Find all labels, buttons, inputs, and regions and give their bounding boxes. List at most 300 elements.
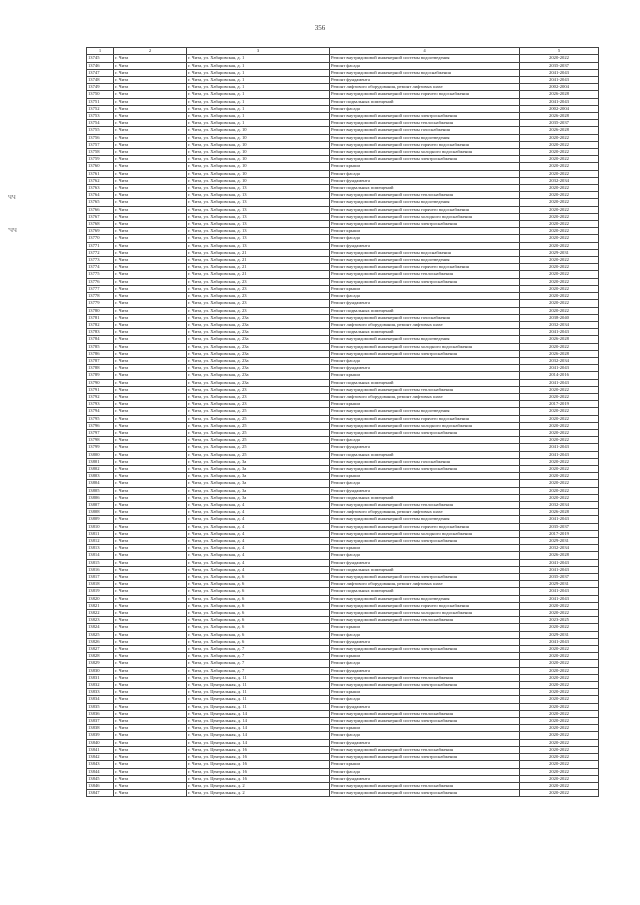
work-type-cell: Ремонт внутридомовой инженерной системы электроснабжения [330, 113, 520, 120]
work-type-cell: Ремонт внутридомовой инженерной системы газоснабжения [330, 314, 520, 321]
period-cell: 2032-2034 [520, 501, 599, 508]
row-number-cell: 13763 [87, 185, 114, 192]
address-cell: г. Чита, ул. Центральная, д. 11 [187, 682, 330, 689]
row-number-cell: 13755 [87, 127, 114, 134]
address-cell: г. Чита, ул. Хабаровская, д. 13 [187, 228, 330, 235]
work-type-cell: Ремонт фасада [330, 293, 520, 300]
work-type-cell: Ремонт внутридомовой инженерной системы водоотведения [330, 516, 520, 523]
address-cell: г. Чита, ул. Хабаровская, д. 1 [187, 77, 330, 84]
address-cell: г. Чита, ул. Центральная, д. 16 [187, 768, 330, 775]
work-type-cell: Ремонт фасада [330, 768, 520, 775]
work-type-cell: Ремонт фундамента [330, 242, 520, 249]
municipality-cell: г. Чита [114, 206, 187, 213]
period-cell: 2020-2022 [520, 156, 599, 163]
table-row [87, 98, 599, 105]
period-cell: 2032-2034 [520, 177, 599, 184]
row-number-cell: 13828 [87, 653, 114, 660]
work-type-cell: Ремонт внутридомовой инженерной системы электроснабжения [330, 156, 520, 163]
municipality-cell: г. Чита [114, 588, 187, 595]
period-cell: 2020-2022 [520, 242, 599, 249]
municipality-cell: г. Чита [114, 357, 187, 364]
address-cell: г. Чита, ул. Хабаровская, д. 10 [187, 177, 330, 184]
municipality-cell: г. Чита [114, 408, 187, 415]
row-number-cell: 13747 [87, 69, 114, 76]
table-row [87, 199, 599, 206]
work-type-cell: Ремонт внутридомовой инженерной системы водоотведения [330, 257, 520, 264]
table-row [87, 321, 599, 328]
address-cell: г. Чита, ул. Хабаровская, д. 25 [187, 437, 330, 444]
row-number-cell: 13764 [87, 192, 114, 199]
table-row [87, 516, 599, 523]
table-row [87, 393, 599, 400]
municipality-cell: г. Чита [114, 574, 187, 581]
period-cell: 2020-2022 [520, 761, 599, 768]
period-cell: 2020-2022 [520, 134, 599, 141]
table-row [87, 69, 599, 76]
municipality-cell: г. Чита [114, 307, 187, 314]
table-row [87, 149, 599, 156]
municipality-cell: г. Чита [114, 141, 187, 148]
work-type-cell: Ремонт внутридомовой инженерной системы холодного водоснабжения [330, 610, 520, 617]
period-cell: 2020-2022 [520, 206, 599, 213]
period-cell: 2041-2043 [520, 98, 599, 105]
table-row [87, 451, 599, 458]
period-cell: 2014-2016 [520, 372, 599, 379]
period-cell: 2020-2022 [520, 660, 599, 667]
work-type-cell: Ремонт фундамента [330, 365, 520, 372]
municipality-cell: г. Чита [114, 264, 187, 271]
work-type-cell: Ремонт фундамента [330, 703, 520, 710]
row-number-cell: 13765 [87, 199, 114, 206]
address-cell: г. Чита, ул. Хабаровская, д. 1 [187, 69, 330, 76]
address-cell: г. Чита, ул. Хабаровская, д. 4 [187, 501, 330, 508]
period-cell: 2020-2022 [520, 170, 599, 177]
table-row [87, 790, 599, 797]
table-row [87, 782, 599, 789]
table-row [87, 501, 599, 508]
address-cell: г. Чита, ул. Центральная, д. 16 [187, 746, 330, 753]
municipality-cell: г. Чита [114, 235, 187, 242]
period-cell: 2020-2022 [520, 149, 599, 156]
period-cell: 2020-2022 [520, 271, 599, 278]
work-type-cell: Ремонт внутридомовой инженерной системы электроснабжения [330, 754, 520, 761]
address-cell: г. Чита, ул. Хабаровская, д. 6 [187, 610, 330, 617]
address-cell: г. Чита, ул. Хабаровская, д. 23 [187, 307, 330, 314]
period-cell: 2020-2022 [520, 682, 599, 689]
work-type-cell: Ремонт фундамента [330, 775, 520, 782]
period-cell: 2020-2022 [520, 487, 599, 494]
work-type-cell: Ремонт внутридомовой инженерной системы горячего водоснабжения [330, 141, 520, 148]
column-header: 3 [187, 48, 330, 55]
period-cell: 2041-2043 [520, 588, 599, 595]
repair-schedule-table [86, 47, 599, 797]
address-cell: г. Чита, ул. Хабаровская, д. 4 [187, 552, 330, 559]
period-cell: 2020-2022 [520, 703, 599, 710]
table-row [87, 91, 599, 98]
municipality-cell: г. Чита [114, 285, 187, 292]
work-type-cell: Ремонт фундамента [330, 638, 520, 645]
table-row [87, 293, 599, 300]
work-type-cell: Ремонт внутридомовой инженерной системы водоотведения [330, 199, 520, 206]
period-cell: 2029-2031 [520, 631, 599, 638]
period-cell: 2032-2034 [520, 545, 599, 552]
table-row [87, 775, 599, 782]
municipality-cell: г. Чита [114, 566, 187, 573]
period-cell: 2020-2022 [520, 55, 599, 62]
municipality-cell: г. Чита [114, 321, 187, 328]
table-row [87, 372, 599, 379]
address-cell: г. Чита, ул. Центральная, д. 16 [187, 775, 330, 782]
period-cell: 2035-2037 [520, 62, 599, 69]
period-cell: 2026-2028 [520, 552, 599, 559]
address-cell: г. Чита, ул. Хабаровская, д. 1 [187, 120, 330, 127]
municipality-cell: г. Чита [114, 393, 187, 400]
row-number-cell: 13810 [87, 523, 114, 530]
municipality-cell: г. Чита [114, 480, 187, 487]
work-type-cell: Ремонт внутридомовой инженерной системы теплоснабжения [330, 501, 520, 508]
row-number-cell: 13758 [87, 149, 114, 156]
work-type-cell: Ремонт внутридомовой инженерной системы горячего водоснабжения [330, 602, 520, 609]
row-number-cell: 13844 [87, 768, 114, 775]
row-number-cell: 13754 [87, 120, 114, 127]
work-type-cell: Ремонт фундамента [330, 487, 520, 494]
table-row [87, 754, 599, 761]
work-type-cell: Ремонт лифтового оборудования, ремонт лифтовых шахт [330, 581, 520, 588]
period-cell: 2035-2037 [520, 574, 599, 581]
period-cell: 2020-2022 [520, 163, 599, 170]
row-number-cell: 13782 [87, 321, 114, 328]
table-row [87, 127, 599, 134]
table-row [87, 235, 599, 242]
municipality-cell: г. Чита [114, 782, 187, 789]
address-cell: г. Чита, ул. Хабаровская, д. 13 [187, 235, 330, 242]
municipality-cell: г. Чита [114, 199, 187, 206]
municipality-cell: г. Чита [114, 674, 187, 681]
row-number-cell: 13749 [87, 84, 114, 91]
address-cell: г. Чита, ул. Хабаровская, д. 23а [187, 321, 330, 328]
table-row [87, 689, 599, 696]
row-number-cell: 13831 [87, 674, 114, 681]
address-cell: г. Чита, ул. Хабаровская, д. 13 [187, 199, 330, 206]
address-cell: г. Чита, ул. Хабаровская, д. 23а [187, 365, 330, 372]
municipality-cell: г. Чита [114, 682, 187, 689]
table-row [87, 357, 599, 364]
period-cell: 2041-2043 [520, 559, 599, 566]
period-cell: 2041-2043 [520, 365, 599, 372]
work-type-cell: Ремонт внутридомовой инженерной системы холодного водоснабжения [330, 422, 520, 429]
period-cell: 2026-2028 [520, 336, 599, 343]
row-number-cell: 13843 [87, 761, 114, 768]
row-number-cell: 13762 [87, 177, 114, 184]
work-type-cell: Ремонт подвальных помещений [330, 379, 520, 386]
municipality-cell: г. Чита [114, 163, 187, 170]
address-cell: г. Чита, ул. Хабаровская, д. 21 [187, 264, 330, 271]
row-number-cell: 13815 [87, 559, 114, 566]
period-cell: 2020-2022 [520, 754, 599, 761]
address-cell: г. Чита, ул. Хабаровская, д. 25 [187, 422, 330, 429]
table-row [87, 480, 599, 487]
work-type-cell: Ремонт крыши [330, 163, 520, 170]
municipality-cell: г. Чита [114, 653, 187, 660]
row-number-cell: 13779 [87, 300, 114, 307]
work-type-cell: Ремонт внутридомовой инженерной системы горячего водоснабжения [330, 264, 520, 271]
period-cell: 2020-2022 [520, 732, 599, 739]
period-cell: 2041-2043 [520, 77, 599, 84]
table-row [87, 300, 599, 307]
table-row [87, 494, 599, 501]
period-cell: 2020-2022 [520, 293, 599, 300]
address-cell: г. Чита, ул. Хабаровская, д. 10 [187, 141, 330, 148]
table-row [87, 379, 599, 386]
table-row [87, 257, 599, 264]
row-number-cell: 13829 [87, 660, 114, 667]
municipality-cell: г. Чита [114, 293, 187, 300]
row-number-cell: 13756 [87, 134, 114, 141]
row-number-cell: 13766 [87, 206, 114, 213]
municipality-cell: г. Чита [114, 120, 187, 127]
work-type-cell: Ремонт внутридомовой инженерной системы теплоснабжения [330, 386, 520, 393]
table-row [87, 581, 599, 588]
municipality-cell: г. Чита [114, 473, 187, 480]
address-cell: г. Чита, ул. Центральная, д. 11 [187, 703, 330, 710]
municipality-cell: г. Чита [114, 761, 187, 768]
row-number-cell: 13784 [87, 336, 114, 343]
table-row [87, 559, 599, 566]
address-cell: г. Чита, ул. Хабаровская, д. 4 [187, 566, 330, 573]
column-header: 1 [87, 48, 114, 55]
row-number-cell: 13761 [87, 170, 114, 177]
period-cell: 2020-2022 [520, 725, 599, 732]
municipality-cell: г. Чита [114, 617, 187, 624]
period-cell: 2020-2022 [520, 602, 599, 609]
row-number-cell: 13798 [87, 437, 114, 444]
work-type-cell: Ремонт крыши [330, 761, 520, 768]
work-type-cell: Ремонт внутридомовой инженерной системы водоотведения [330, 55, 520, 62]
municipality-cell: г. Чита [114, 69, 187, 76]
address-cell: г. Чита, ул. Хабаровская, д. 21 [187, 257, 330, 264]
address-cell: г. Чита, ул. Хабаровская, д. 25 [187, 429, 330, 436]
address-cell: г. Чита, ул. Хабаровская, д. 1 [187, 91, 330, 98]
address-cell: г. Чита, ул. Хабаровская, д. 10 [187, 149, 330, 156]
municipality-cell: г. Чита [114, 710, 187, 717]
address-cell: г. Чита, ул. Хабаровская, д. 23а [187, 379, 330, 386]
period-cell: 2035-2037 [520, 120, 599, 127]
address-cell: г. Чита, ул. Хабаровская, д. 23 [187, 393, 330, 400]
period-cell: 2032-2034 [520, 357, 599, 364]
municipality-cell: г. Чита [114, 768, 187, 775]
period-cell: 2035-2037 [520, 523, 599, 530]
address-cell: г. Чита, ул. Хабаровская, д. 13 [187, 221, 330, 228]
table-row [87, 386, 599, 393]
row-number-cell: 13817 [87, 574, 114, 581]
municipality-cell: г. Чита [114, 516, 187, 523]
address-cell: г. Чита, ул. Хабаровская, д. 6 [187, 617, 330, 624]
table-row [87, 350, 599, 357]
address-cell: г. Чита, ул. Хабаровская, д. 3а [187, 487, 330, 494]
row-number-cell: 13803 [87, 473, 114, 480]
work-type-cell: Ремонт внутридомовой инженерной системы электроснабжения [330, 221, 520, 228]
row-number-cell: 13748 [87, 77, 114, 84]
period-cell: 2020-2022 [520, 285, 599, 292]
address-cell: г. Чита, ул. Хабаровская, д. 1 [187, 84, 330, 91]
period-cell: 2020-2022 [520, 667, 599, 674]
period-cell: 2020-2022 [520, 674, 599, 681]
municipality-cell: г. Чита [114, 494, 187, 501]
row-number-cell: 13841 [87, 746, 114, 753]
municipality-cell: г. Чита [114, 739, 187, 746]
row-number-cell: 13814 [87, 552, 114, 559]
municipality-cell: г. Чита [114, 149, 187, 156]
period-cell: 2026-2028 [520, 509, 599, 516]
address-cell: г. Чита, ул. Хабаровская, д. 13 [187, 185, 330, 192]
address-cell: г. Чита, ул. Хабаровская, д. 7 [187, 660, 330, 667]
period-cell: 2041-2043 [520, 444, 599, 451]
table-row [87, 437, 599, 444]
work-type-cell: Ремонт внутридомовой инженерной системы холодного водоснабжения [330, 530, 520, 537]
municipality-cell: г. Чита [114, 62, 187, 69]
work-type-cell: Ремонт внутридомовой инженерной системы электроснабжения [330, 429, 520, 436]
table-row [87, 473, 599, 480]
work-type-cell: Ремонт подвальных помещений [330, 494, 520, 501]
row-number-cell: 13816 [87, 566, 114, 573]
address-cell: г. Чита, ул. Хабаровская, д. 6 [187, 574, 330, 581]
period-cell: 2020-2022 [520, 710, 599, 717]
row-number-cell: 13753 [87, 113, 114, 120]
period-cell: 2041-2043 [520, 329, 599, 336]
municipality-cell: г. Чита [114, 754, 187, 761]
table-row [87, 696, 599, 703]
municipality-cell: г. Чита [114, 177, 187, 184]
work-type-cell: Ремонт лифтового оборудования, ремонт лифтовых шахт [330, 84, 520, 91]
table-row [87, 710, 599, 717]
period-cell: 2020-2022 [520, 696, 599, 703]
work-type-cell: Ремонт фундамента [330, 77, 520, 84]
municipality-cell: г. Чита [114, 379, 187, 386]
table-row [87, 602, 599, 609]
row-number-cell: 13830 [87, 667, 114, 674]
municipality-cell: г. Чита [114, 790, 187, 797]
municipality-cell: г. Чита [114, 249, 187, 256]
period-cell: 2020-2022 [520, 422, 599, 429]
address-cell: г. Чита, ул. Хабаровская, д. 7 [187, 667, 330, 674]
row-number-cell: 13752 [87, 105, 114, 112]
address-cell: г. Чита, ул. Центральная, д. 14 [187, 710, 330, 717]
row-number-cell: 13783 [87, 329, 114, 336]
work-type-cell: Ремонт внутридомовой инженерной системы холодного водоснабжения [330, 343, 520, 350]
period-cell: 2020-2022 [520, 199, 599, 206]
row-number-cell: 13800 [87, 451, 114, 458]
row-number-cell: 13845 [87, 775, 114, 782]
table-row [87, 84, 599, 91]
address-cell: г. Чита, ул. Хабаровская, д. 6 [187, 581, 330, 588]
address-cell: г. Чита, ул. Хабаровская, д. 13 [187, 192, 330, 199]
row-number-cell: 13750 [87, 91, 114, 98]
address-cell: г. Чита, ул. Хабаровская, д. 6 [187, 602, 330, 609]
municipality-cell: г. Чита [114, 127, 187, 134]
address-cell: г. Чита, ул. Хабаровская, д. 1 [187, 62, 330, 69]
work-type-cell: Ремонт крыши [330, 372, 520, 379]
row-number-cell: 13777 [87, 285, 114, 292]
row-number-cell: 13834 [87, 696, 114, 703]
row-number-cell: 13820 [87, 595, 114, 602]
period-cell: 2032-2034 [520, 321, 599, 328]
address-cell: г. Чита, ул. Хабаровская, д. 3а [187, 494, 330, 501]
period-cell: 2026-2028 [520, 127, 599, 134]
table-row [87, 401, 599, 408]
period-cell: 2029-2031 [520, 538, 599, 545]
period-cell: 2020-2022 [520, 768, 599, 775]
period-cell: 2020-2022 [520, 494, 599, 501]
work-type-cell: Ремонт фасада [330, 732, 520, 739]
address-cell: г. Чита, ул. Центральная, д. 16 [187, 761, 330, 768]
address-cell: г. Чита, ул. Хабаровская, д. 23а [187, 372, 330, 379]
row-number-cell: 13778 [87, 293, 114, 300]
address-cell: г. Чита, ул. Центральная, д. 14 [187, 732, 330, 739]
work-type-cell: Ремонт внутридомовой инженерной системы газоснабжения [330, 127, 520, 134]
row-number-cell: 13787 [87, 357, 114, 364]
municipality-cell: г. Чита [114, 343, 187, 350]
row-number-cell: 13807 [87, 501, 114, 508]
row-number-cell: 13793 [87, 401, 114, 408]
table-row [87, 134, 599, 141]
municipality-cell: г. Чита [114, 530, 187, 537]
municipality-cell: г. Чита [114, 509, 187, 516]
table-row [87, 264, 599, 271]
address-cell: г. Чита, ул. Хабаровская, д. 4 [187, 509, 330, 516]
table-row [87, 674, 599, 681]
row-number-cell: 13802 [87, 465, 114, 472]
table-row [87, 530, 599, 537]
row-number-cell: 13781 [87, 314, 114, 321]
period-cell: 2020-2022 [520, 257, 599, 264]
row-number-cell: 13768 [87, 221, 114, 228]
table-row [87, 329, 599, 336]
address-cell: г. Чита, ул. Хабаровская, д. 21 [187, 271, 330, 278]
work-type-cell: Ремонт фундамента [330, 444, 520, 451]
work-type-cell: Ремонт внутридомовой инженерной системы теплоснабжения [330, 617, 520, 624]
work-type-cell: Ремонт крыши [330, 725, 520, 732]
row-number-cell: 13827 [87, 646, 114, 653]
municipality-cell: г. Чита [114, 401, 187, 408]
work-type-cell: Ремонт крыши [330, 228, 520, 235]
column-header: 4 [330, 48, 520, 55]
period-cell: 2020-2022 [520, 782, 599, 789]
municipality-cell: г. Чита [114, 696, 187, 703]
municipality-cell: г. Чита [114, 422, 187, 429]
address-cell: г. Чита, ул. Хабаровская, д. 23а [187, 314, 330, 321]
table-row [87, 638, 599, 645]
period-cell: 2020-2022 [520, 228, 599, 235]
municipality-cell: г. Чита [114, 660, 187, 667]
table-row [87, 538, 599, 545]
work-type-cell: Ремонт фасада [330, 170, 520, 177]
row-number-cell: 13799 [87, 444, 114, 451]
work-type-cell: Ремонт фасада [330, 696, 520, 703]
work-type-cell: Ремонт подвальных помещений [330, 185, 520, 192]
margin-mark: ЧЧ [8, 195, 16, 201]
address-cell: г. Чита, ул. Центральная, д. 11 [187, 689, 330, 696]
municipality-cell: г. Чита [114, 113, 187, 120]
address-cell: г. Чита, ул. Хабаровская, д. 6 [187, 638, 330, 645]
address-cell: г. Чита, ул. Хабаровская, д. 6 [187, 624, 330, 631]
period-cell: 2041-2043 [520, 69, 599, 76]
table-row [87, 213, 599, 220]
work-type-cell: Ремонт крыши [330, 285, 520, 292]
address-cell: г. Чита, ул. Центральная, д. 14 [187, 725, 330, 732]
municipality-cell: г. Чита [114, 646, 187, 653]
row-number-cell: 13796 [87, 422, 114, 429]
municipality-cell: г. Чита [114, 372, 187, 379]
